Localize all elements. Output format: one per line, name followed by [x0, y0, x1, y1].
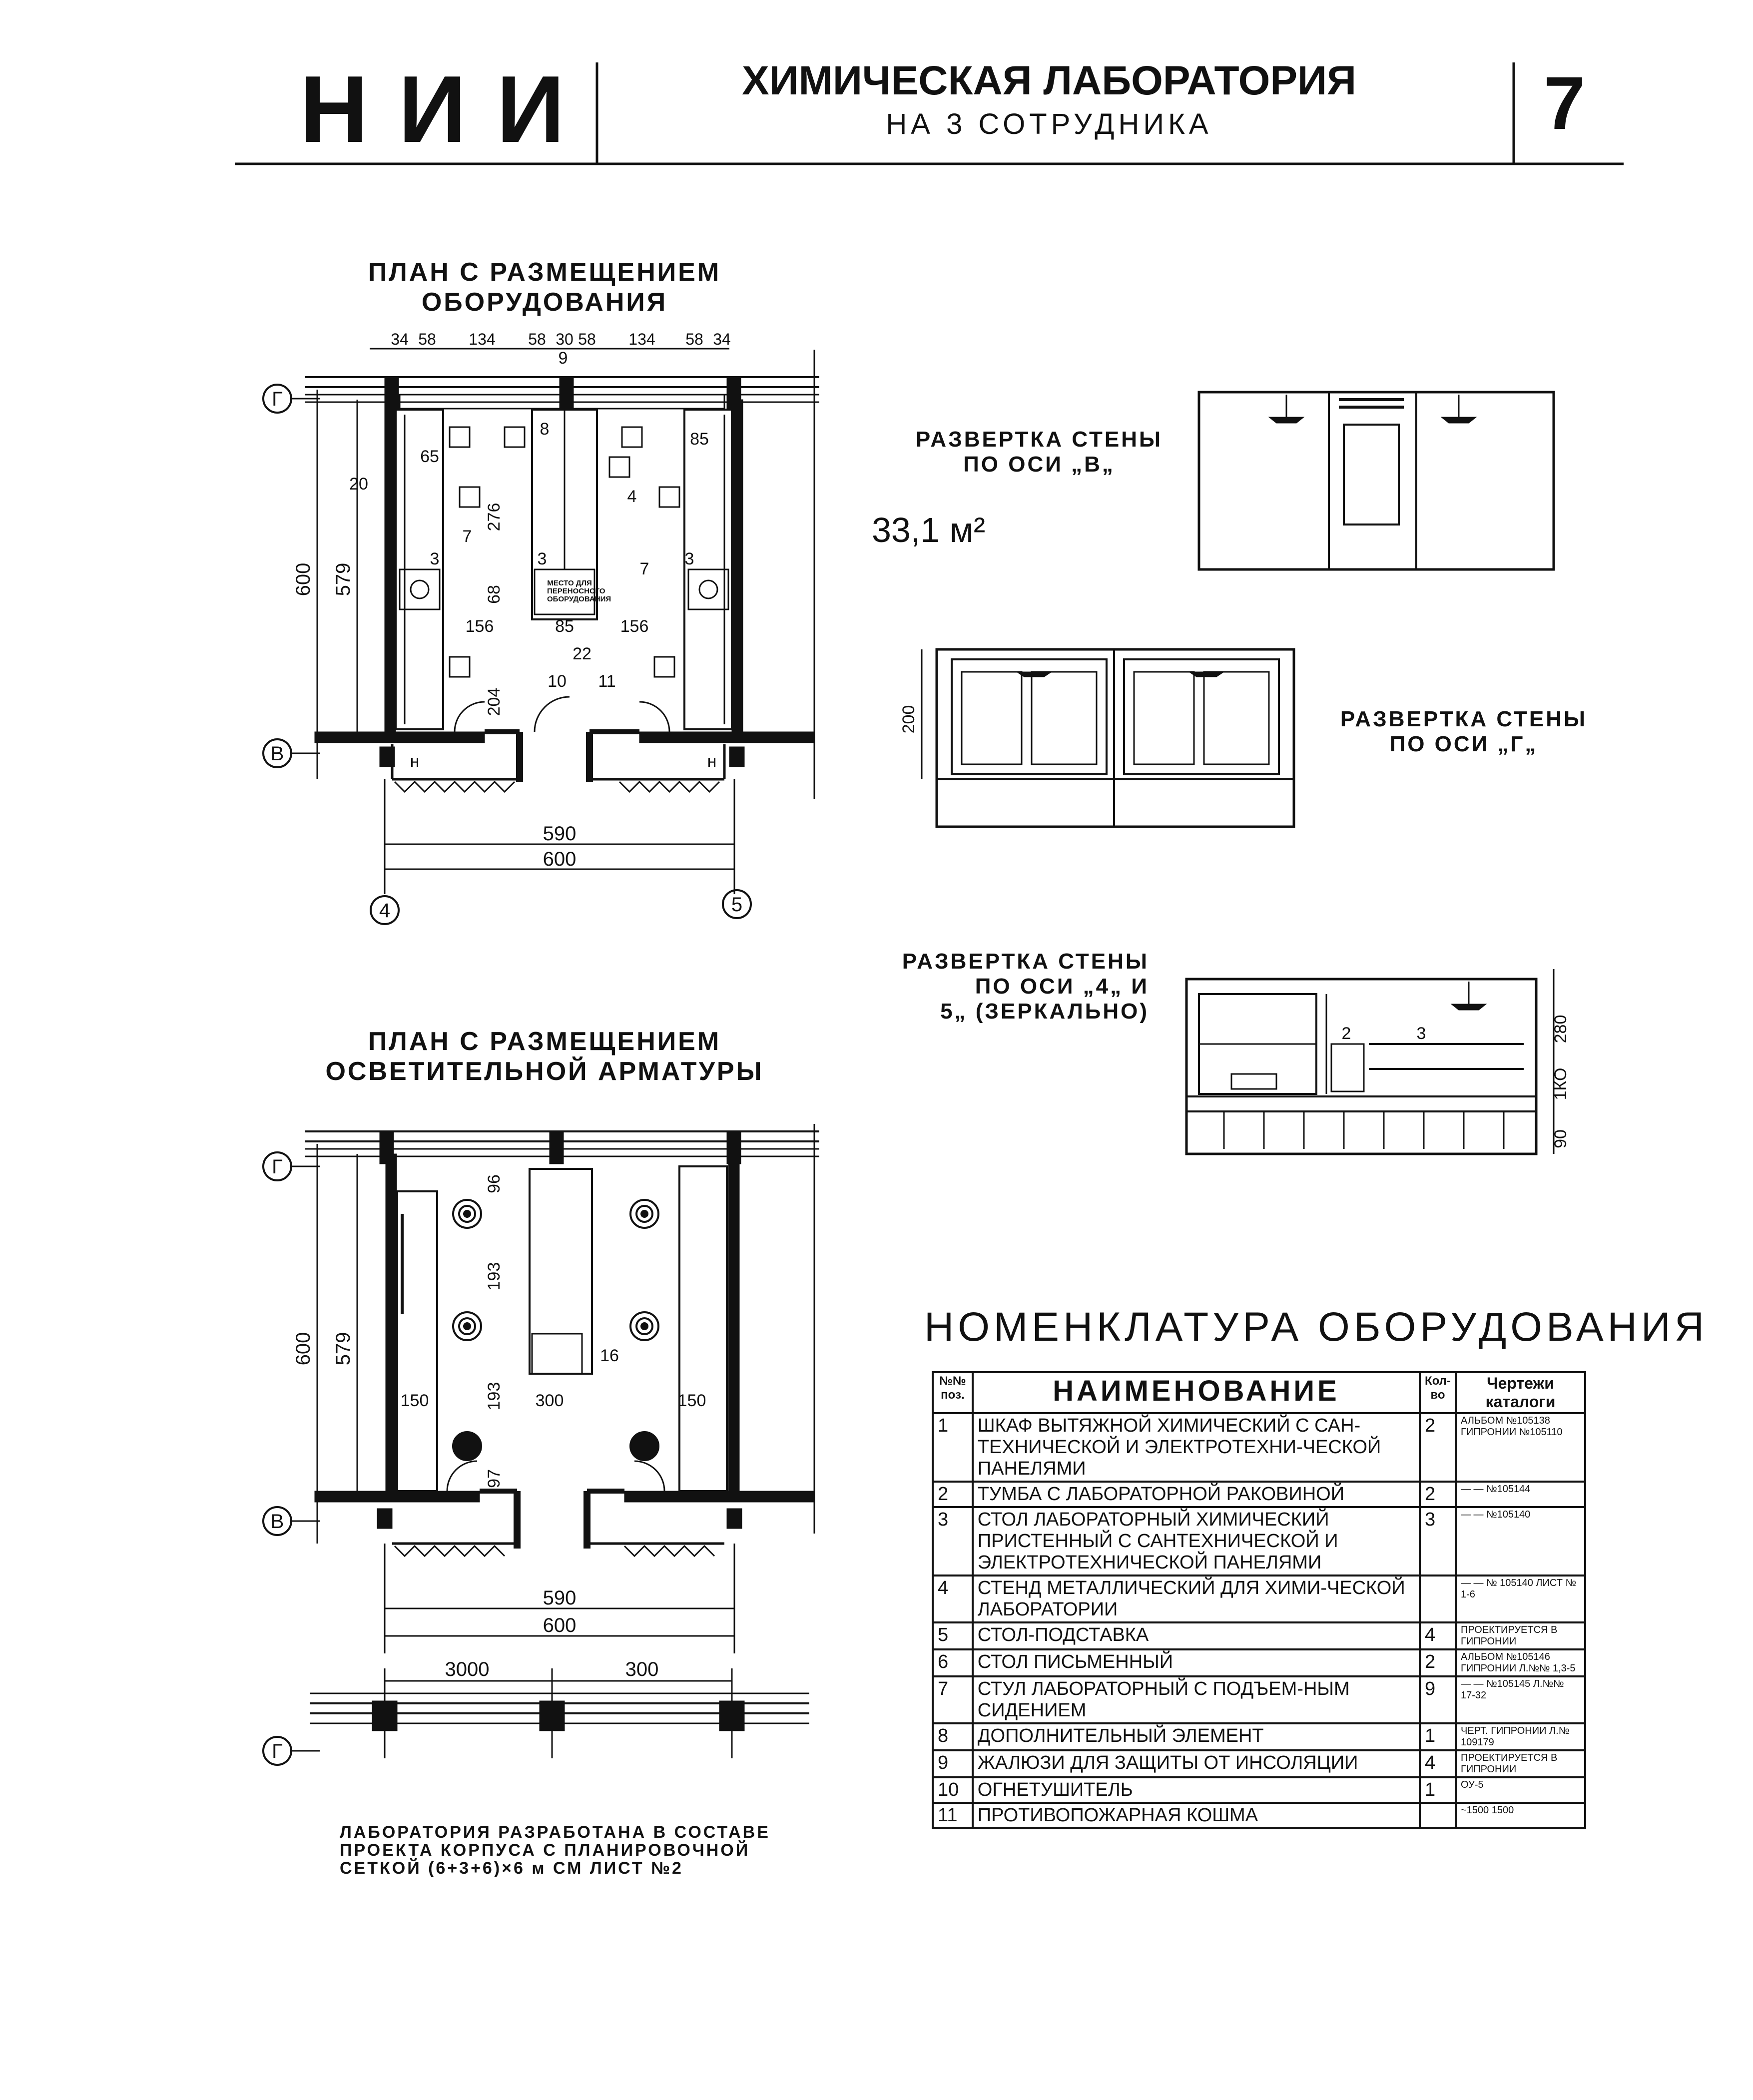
dim-top-1: 58 [418, 330, 436, 348]
label-7a: 7 [462, 527, 472, 546]
table-row: 5 СТОЛ-ПОДСТАВКА 4 ПРОЕКТИРУЕТСЯ В ГИПРОНИИ [933, 1622, 1585, 1649]
col-name: НАИМЕНОВАНИЕ [973, 1372, 1420, 1413]
light-dim-300: 300 [535, 1391, 564, 1410]
inner-dim-156b: 156 [620, 617, 649, 636]
dim-top-5: 58 [578, 330, 596, 348]
inner-dim-156a: 156 [465, 617, 494, 636]
dim-600-bottom: 600 [543, 848, 577, 870]
inner-dim-204: 204 [485, 687, 504, 716]
wall45-label-2: 2 [1341, 1024, 1351, 1043]
sheet-subtitle: НА 3 СОТРУДНИКА [886, 108, 1212, 140]
wall-g-elevation [922, 649, 1294, 827]
label-8: 8 [540, 420, 550, 439]
label-10: 10 [548, 672, 567, 691]
label-n-right: н [707, 752, 717, 771]
table-row: 9 ЖАЛЮЗИ ДЛЯ ЗАЩИТЫ ОТ ИНСОЛЯЦИИ 4 ПРОЕКТИРУЕТСЯ В ГИПРОНИИ [933, 1750, 1585, 1777]
table-row: 7 СТУЛ ЛАБОРАТОРНЫЙ С ПОДЪЕМ-НЫМ СИДЕНИЕМ 9 — — №105145 Л.№№ 17-32 [933, 1676, 1585, 1723]
light-dim-579-vert: 579 [332, 1332, 354, 1366]
table-row: 3 СТОЛ ЛАБОРАТОРНЫЙ ХИМИЧЕСКИЙ ПРИСТЕННЫЙ С САНТЕХНИЧЕСКОЙ И ЭЛЕКТРОТЕХНИЧЕСКОЙ ПАНЕЛЯМИ 3 — — №105140 [933, 1507, 1585, 1575]
light-dim-16: 16 [600, 1346, 619, 1365]
table-row: 6 СТОЛ ПИСЬМЕННЫЙ 2 АЛЬБОМ №105146 ГИПРОНИИ Л.№№ 1,3-5 [933, 1649, 1585, 1676]
label-3b: 3 [537, 549, 547, 568]
plan-lighting-title: ПЛАН С РАЗМЕЩЕНИЕМ ОСВЕТИТЕЛЬНОЙ АРМАТУРЫ [325, 1027, 764, 1086]
wall45-dim-280: 280 [1551, 1015, 1570, 1044]
axis-4-label: 4 [379, 900, 391, 922]
wall-g-caption: РАЗВЕРТКА СТЕНЫ ПО ОСИ „Г„ [1340, 707, 1588, 756]
label-11: 11 [598, 672, 616, 691]
dim-top-8: 34 [713, 330, 731, 348]
wall-v-elevation [1199, 392, 1554, 569]
label-7b: 7 [639, 559, 649, 578]
light-dim-193a: 193 [485, 1262, 504, 1291]
table-header-row [933, 1372, 1585, 1413]
dim-top-2: 134 [469, 330, 496, 348]
col-axis-g: Г [272, 1740, 283, 1762]
light-axis-g: Г [272, 1156, 283, 1178]
axis-5-label: 5 [731, 894, 743, 916]
sheet-title: ХИМИЧЕСКАЯ ЛАБОРАТОРИЯ [742, 58, 1356, 103]
inner-dim-22: 22 [573, 644, 591, 663]
wall45-dim-90: 90 [1551, 1129, 1570, 1148]
light-dim-97: 97 [485, 1469, 504, 1488]
plan-lighting-drawing [263, 1124, 819, 1653]
col-dim-3000: 3000 [445, 1658, 490, 1680]
nomenclature-title: НОМЕНКЛАТУРА ОБОРУДОВАНИЯ [924, 1304, 1709, 1350]
wall45-label-3: 3 [1416, 1024, 1426, 1043]
label-4: 4 [627, 487, 637, 506]
sheet-number: 7 [1544, 61, 1586, 145]
wall-v-caption: РАЗВЕРТКА СТЕНЫ ПО ОСИ „В„ [915, 427, 1163, 477]
inner-dim-68: 68 [485, 585, 504, 604]
label-3a: 3 [430, 549, 440, 568]
dim-top-3: 58 [528, 330, 546, 348]
dim-579-vert: 579 [332, 562, 354, 596]
table-row: 11 ПРОТИВОПОЖАРНАЯ КОШМА ~1500 1500 [933, 1803, 1585, 1828]
table-row: 2 ТУМБА С ЛАБОРАТОРНОЙ РАКОВИНОЙ 2 — — №105144 [933, 1482, 1585, 1507]
light-dim-150a: 150 [400, 1391, 429, 1410]
wall-g-dim: 200 [899, 705, 918, 734]
axis-g-label: Г [272, 388, 283, 410]
org-label: НИИ [300, 56, 595, 162]
footnote: ЛАБОРАТОРИЯ РАЗРАБОТАНА В СОСТАВЕ ПРОЕКТА КОРПУСА С ПЛАНИРОВОЧНОЙ СЕТКОЙ (6+3+6)×6 м СМ ЛИСТ №2 [340, 1823, 770, 1878]
column-detail-drawing [263, 1668, 809, 1765]
plan-equipment-title: ПЛАН С РАЗМЕЩЕНИЕМ ОБОРУДОВАНИЯ [368, 258, 721, 317]
dim-600-vert: 600 [292, 562, 314, 596]
table-row: 10 ОГНЕТУШИТЕЛЬ 1 ОУ-5 [933, 1777, 1585, 1803]
col-dim-300: 300 [625, 1658, 659, 1680]
dim-top-6: 134 [628, 330, 655, 348]
wall-45-caption: РАЗВЕРТКА СТЕНЫ ПО ОСИ „4„ И 5„ (ЗЕРКАЛЬНО) [902, 949, 1149, 1024]
inner-dim-85: 85 [555, 617, 574, 636]
col-pos: №№ поз. [933, 1372, 973, 1413]
inner-dim-276: 276 [485, 503, 504, 531]
inner-dim-85b: 85 [690, 430, 709, 449]
dim-590: 590 [543, 823, 577, 845]
label-3c: 3 [684, 549, 694, 568]
light-dim-600: 600 [543, 1614, 577, 1636]
wall-45-elevation [1186, 969, 1554, 1154]
dim-top-4: 30 [556, 330, 574, 348]
light-dim-96: 96 [485, 1174, 504, 1193]
col-catalog: Чертежи каталоги [1456, 1372, 1585, 1413]
light-dim-590: 590 [543, 1587, 577, 1609]
table-row: 8 ДОПОЛНИТЕЛЬНЫЙ ЭЛЕМЕНТ 1 ЧЕРТ. ГИПРОНИИ Л.№ 109179 [933, 1723, 1585, 1750]
wall45-dim-1ko: 1КО [1551, 1067, 1570, 1100]
col-qty: Кол-во [1420, 1372, 1456, 1413]
inner-dim-65: 65 [420, 447, 439, 466]
table-row: 4 СТЕНД МЕТАЛЛИЧЕСКИЙ ДЛЯ ХИМИ-ЧЕСКОЙ ЛАБОРАТОРИИ — — № 105140 ЛИСТ № 1-6 [933, 1575, 1585, 1622]
dim-top-7: 58 [685, 330, 703, 348]
light-dim-150b: 150 [677, 1391, 706, 1410]
light-axis-v: В [270, 1511, 284, 1533]
area-label: 33,1 м² [872, 511, 986, 549]
portable-equipment-note: МЕСТО ДЛЯ ПЕРЕНОСНОГО ОБОРУДОВАНИЯ [547, 579, 611, 603]
table-row: 1 ШКАФ ВЫТЯЖНОЙ ХИМИЧЕСКИЙ С САН-ТЕХНИЧЕСКОЙ И ЭЛЕКТРОТЕХНИ-ЧЕСКОЙ ПАНЕЛЯМИ 2 АЛЬБОМ №105138 ГИПРОНИИ №105110 [933, 1413, 1585, 1482]
inner-dim-20: 20 [349, 475, 368, 494]
nomenclature-table [932, 1371, 1586, 1829]
label-9: 9 [558, 349, 568, 368]
label-n-left: н [410, 752, 420, 771]
light-dim-600-vert: 600 [292, 1332, 314, 1366]
dim-top-0: 34 [391, 330, 409, 348]
axis-v-label: В [270, 743, 284, 765]
light-dim-193b: 193 [485, 1382, 504, 1411]
